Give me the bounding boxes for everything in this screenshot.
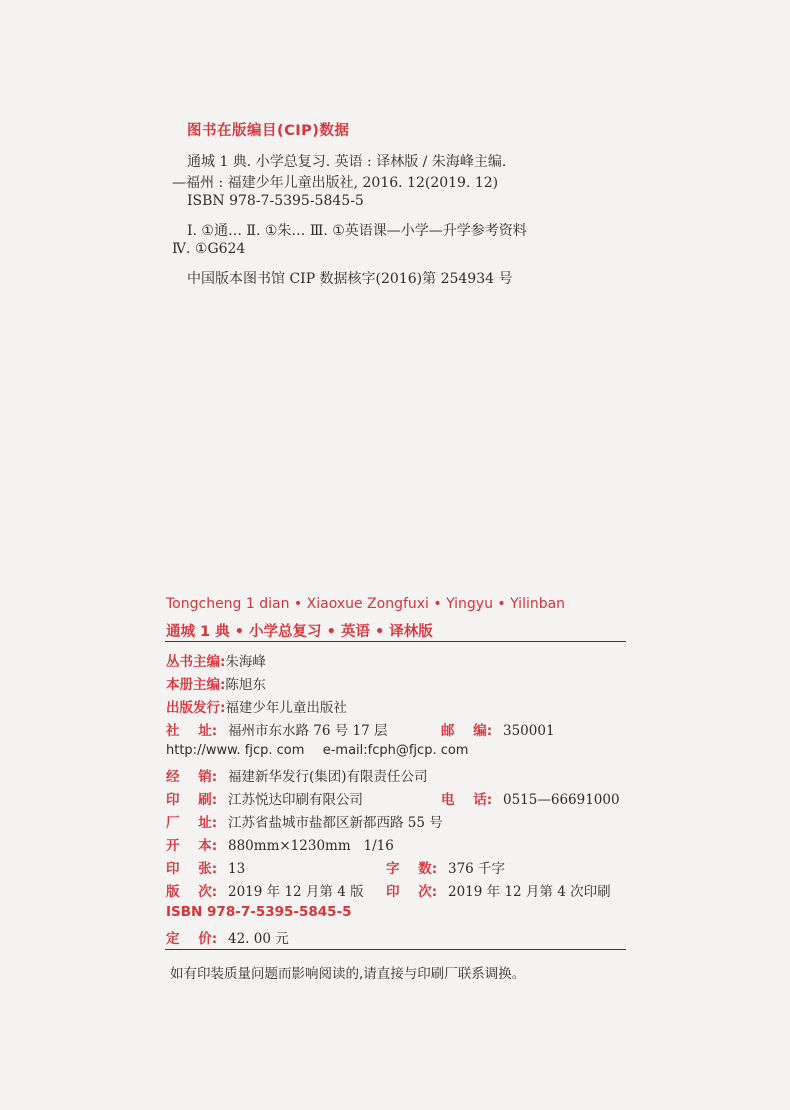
edition-row	[166, 880, 611, 900]
factory-label: 厂 址:	[166, 815, 218, 831]
distributor-row	[166, 765, 428, 785]
edition-value: 2019 年 12 月第 4 版	[228, 884, 364, 900]
publisher-row	[166, 696, 347, 716]
volume-editor-row	[166, 673, 266, 693]
isbn-value: ISBN 978-7-5395-5845-5	[166, 904, 352, 920]
price-label: 定 价:	[166, 931, 218, 947]
sheets-value: 13	[228, 861, 246, 877]
sheets-label: 印 张:	[166, 861, 218, 877]
cip-line: —福州 : 福建少年儿童出版社, 2016. 12(2019. 12)	[172, 175, 499, 191]
distributor-label: 经 销:	[166, 769, 218, 785]
factory-row	[166, 811, 443, 831]
format-value: 880mm×1230mm 1/16	[228, 838, 394, 854]
publisher-label: 出版发行:	[166, 700, 226, 716]
cip-line: Ⅳ. ①G624	[172, 241, 246, 257]
divider	[165, 949, 626, 950]
volume-editor-label: 本册主编:	[166, 677, 226, 693]
series-editor-row	[166, 650, 266, 670]
cip-line: Ⅰ. ①通… Ⅱ. ①朱… Ⅲ. ①英语课—小学—升学参考资料	[187, 223, 527, 239]
phone-field	[441, 788, 620, 808]
printer-row	[166, 788, 620, 808]
impression-label: 印 次:	[386, 884, 438, 900]
impression-value: 2019 年 12 月第 4 次印刷	[448, 884, 611, 900]
impression-field	[386, 880, 611, 900]
website-link[interactable]: http://www. fjcp. com	[166, 743, 305, 758]
divider	[165, 641, 626, 642]
words-field	[386, 857, 505, 877]
address-label: 社 址:	[166, 723, 218, 739]
address-value: 福州市东水路 76 号 17 层	[228, 723, 388, 739]
price-row	[166, 927, 289, 947]
format-row	[166, 834, 394, 854]
printer-value: 江苏悦达印刷有限公司	[228, 792, 363, 808]
phone-value: 0515—66691000	[503, 792, 620, 808]
email-link[interactable]: e-mail:fcph@fjcp. com	[322, 743, 469, 758]
cip-line: 通城 1 典. 小学总复习. 英语 : 译林版 / 朱海峰主编.	[187, 154, 507, 170]
cip-title: 图书在版编目(CIP)数据	[187, 123, 350, 139]
format-label: 开 本:	[166, 838, 218, 854]
price-value: 42. 00 元	[228, 931, 289, 947]
pinyin-title: Tongcheng 1 dian • Xiaoxue Zongfuxi • Yingyu • Yilinban	[166, 596, 566, 612]
postcode-field	[441, 719, 555, 739]
series-editor-value: 朱海峰	[225, 654, 266, 670]
address-row	[166, 719, 555, 739]
isbn-row	[166, 904, 352, 920]
contact-row	[166, 742, 468, 758]
publisher-value: 福建少年儿童出版社	[225, 700, 347, 716]
postcode-label: 邮 编:	[441, 723, 493, 739]
volume-editor-value: 陈旭东	[225, 677, 266, 693]
factory-value: 江苏省盐城市盐都区新都西路 55 号	[228, 815, 443, 831]
edition-label: 版 次:	[166, 884, 218, 900]
printer-label: 印 刷:	[166, 792, 218, 808]
distributor-value: 福建新华发行(集团)有限责任公司	[228, 769, 428, 785]
phone-label: 电 话:	[441, 792, 493, 808]
cip-line: ISBN 978-7-5395-5845-5	[187, 193, 364, 209]
words-value: 376 千字	[448, 861, 506, 877]
words-label: 字 数:	[386, 861, 438, 877]
quality-notice: 如有印装质量问题而影响阅读的,请直接与印刷厂联系调换。	[170, 966, 526, 982]
book-title: 通城 1 典 • 小学总复习 • 英语 • 译林版	[166, 624, 433, 640]
series-editor-label: 丛书主编:	[166, 654, 226, 670]
sheets-row	[166, 857, 506, 877]
postcode-value: 350001	[503, 723, 555, 739]
cip-line: 中国版本图书馆 CIP 数据核字(2016)第 254934 号	[187, 271, 513, 287]
